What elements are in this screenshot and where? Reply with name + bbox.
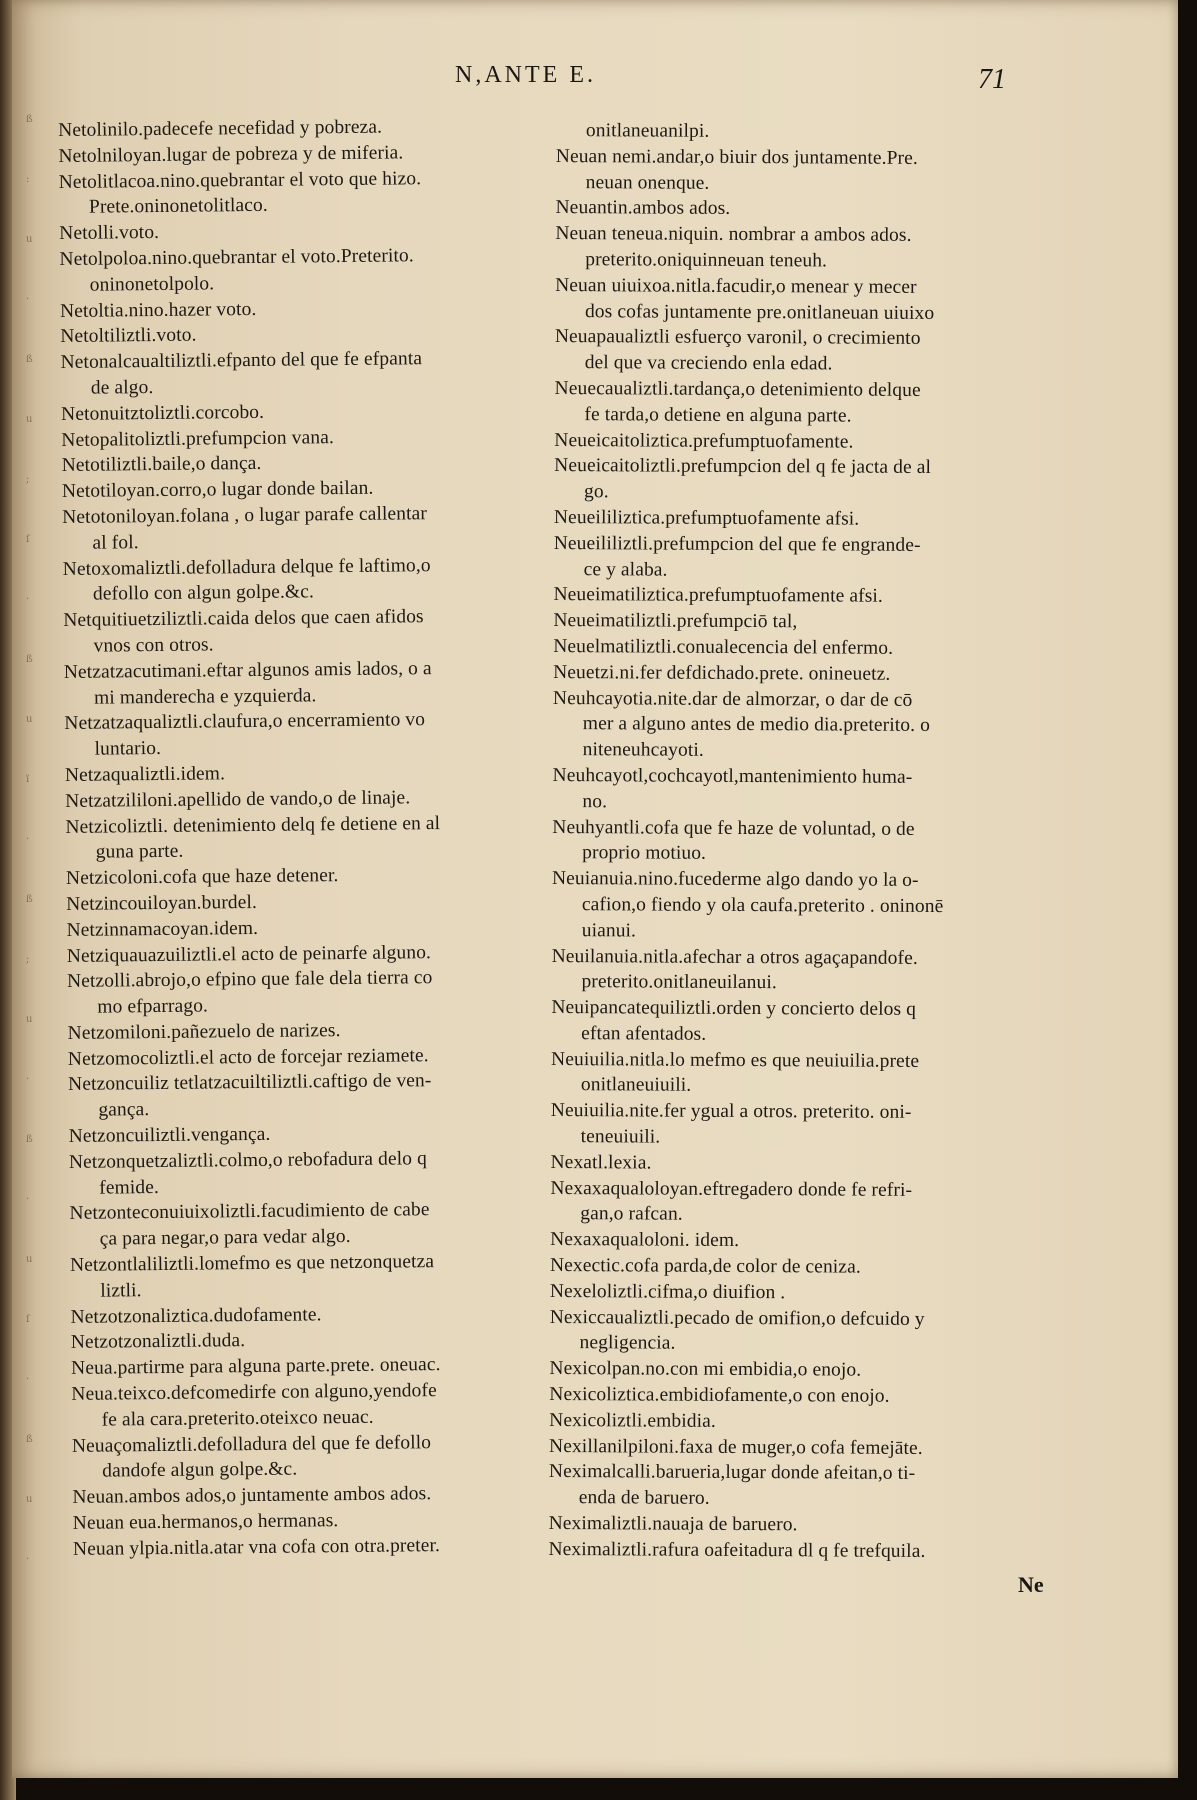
dictionary-entry-line: Neuan ylpia.nitla.atar vna cofa con otra.preter.: [72, 1534, 441, 1560]
dictionary-entry-line: Neuipancatequiliztli.orden y concierto delos q: [551, 997, 917, 1020]
dictionary-entry-line: Neuhyantli.cofa que fe haze de voluntad, o de: [552, 816, 915, 840]
dictionary-entry-line: Netzinnamacoyan.idem.: [66, 917, 259, 941]
entry-continuation-line: del que va creciendo enla edad.: [584, 352, 833, 375]
dictionary-entry-line: Nexatl.lexia.: [550, 1151, 652, 1174]
dictionary-entry-line: Netolli.voto.: [59, 222, 160, 245]
dictionary-entry-line: Neximalcalli.barueria,lugar donde afeitan,o ti-: [548, 1461, 916, 1485]
entry-continuation-line: eftan afentados.: [581, 1023, 707, 1045]
entry-continuation-line: vnos con otros.: [93, 634, 214, 657]
dictionary-entry-line: Neuan nemi.andar,o biuir dos juntamente.Pre.: [555, 145, 918, 169]
entry-continuation-line: mer a alguno antes de medio dia.preterito. o: [582, 713, 931, 737]
dictionary-entry-line: Netquitiuetziliztli.caida delos que caen afidos: [63, 606, 424, 632]
dictionary-entry-line: Netzomocoliztli.el acto de forcejar reziamete.: [67, 1044, 429, 1070]
entry-continuation-line: de algo.: [90, 376, 154, 399]
entry-continuation-line: proprio motiuo.: [582, 842, 707, 865]
dictionary-entry-line: Netzatzililoni.apellido de vando,o de linaje.: [65, 787, 411, 812]
dictionary-entry-line: Nexicoliztica.embidiofamente,o con enojo.: [549, 1384, 890, 1407]
dictionary-entry-line: Neuaçomaliztli.defolladura del que fe defollo: [71, 1431, 432, 1457]
dictionary-entry-line: Neuhcayotia.nite.dar de almorzar, o dar de cō: [552, 687, 913, 711]
dictionary-entry-line: Neuan uiuixoa.nitla.facudir,o menear y mecer: [555, 274, 917, 298]
dictionary-entry-line: Netzonquetzaliztli.colmo,o rebofadura delo q: [68, 1148, 428, 1173]
dictionary-entry-line: Neuecaualiztli.tardança,o detenimiento delque: [554, 377, 921, 401]
entry-continuation-line: niteneuhcayoti.: [582, 739, 704, 761]
right-column: [548, 118, 1056, 1565]
entry-continuation-line: preterito.oniquinneuan teneuh.: [585, 249, 828, 272]
entry-continuation-line: onitlaneuiuili.: [580, 1074, 692, 1097]
catchword: Ne: [1018, 1572, 1044, 1597]
dictionary-entry-line: Neueililiztli.prefumpcion del que fe engrande-: [553, 532, 921, 556]
entry-continuation-line: gança.: [98, 1099, 150, 1121]
dictionary-entry-line: Nexeloliztli.cifma,o diuifion .: [549, 1280, 786, 1304]
dictionary-entry-line: Neueicaitoliztica.prefumptuofamente.: [554, 429, 854, 453]
dictionary-entry-line: Nexectic.cofa parda,de color de ceniza.: [549, 1255, 861, 1278]
dictionary-entry-line: Netoltia.nino.hazer voto.: [59, 298, 257, 322]
entry-continuation-line: go.: [583, 481, 609, 503]
dictionary-entry-line: Neuianuia.nino.fucederme algo dando yo la o-: [551, 868, 919, 892]
entry-continuation-line: femide.: [99, 1176, 160, 1199]
entry-continuation-line: liztli.: [100, 1280, 142, 1302]
dictionary-entry-line: Netotiliztli.baile,o dança.: [61, 453, 262, 477]
entry-continuation-line: ce y alaba.: [583, 558, 668, 581]
dictionary-entry-line: Neuan teneua.niquin. nombrar a ambos ados.: [555, 223, 912, 247]
running-head: N,ANTE E.: [455, 62, 596, 88]
dictionary-entry-line: Neuan eua.hermanos,o hermanas.: [72, 1510, 339, 1534]
dictionary-entry-line: Netzatzacutimani.eftar algunos amis lados, o a: [63, 657, 432, 683]
entry-continuation-line: teneuiuili.: [580, 1126, 661, 1148]
entry-continuation-line: defollo con algun golpe.&c.: [92, 581, 315, 606]
dictionary-entry-line: Neua.partirme para alguna parte.prete. oneuac.: [70, 1354, 441, 1380]
entry-continuation-line: dandofe algun golpe.&c.: [102, 1459, 298, 1483]
dictionary-entry-line: Nexillanilpiloni.faxa de muger,o cofa femejāte.: [548, 1435, 923, 1459]
entry-continuation-line: fe ala cara.preterito.oteixco neuac.: [101, 1406, 374, 1431]
dictionary-entry-line: Netoxomaliztli.defolladura delque fe laftimo,o: [62, 554, 431, 580]
dictionary-entry-line: Netotoniloyan.folana , o lugar parafe callentar: [62, 503, 428, 528]
left-column: [58, 113, 563, 1563]
dictionary-entry-line: Netzolli.abrojo,o efpino que fale dela tierra co: [66, 967, 433, 993]
dictionary-entry-line: Nexaxaqualoloni. idem.: [550, 1229, 740, 1252]
dictionary-entry-line: Netotiloyan.corro,o lugar donde bailan.: [61, 477, 374, 503]
dictionary-entry-line: Neuelmatiliztli.conualecencia del enfermo.: [553, 635, 894, 659]
dictionary-entry-line: Neuapaualiztli esfuerço varonil, o crecimiento: [554, 326, 921, 350]
dictionary-entry-line: Neueicaitoliztli.prefumpcion del q fe jacta de al: [554, 455, 932, 479]
dictionary-entry-line: Neuan.ambos ados,o juntamente ambos ados.: [72, 1483, 432, 1509]
dictionary-entry-line: Netolpoloa.nino.quebrantar el voto.Preterito.: [59, 245, 414, 270]
entry-continuation-line: uianui.: [581, 919, 637, 942]
dictionary-entry-line: Netzontlaliliztli.lomefmo es que netzonquetza: [69, 1251, 435, 1276]
dictionary-entry-line: Nexicoliztli.embidia.: [549, 1409, 716, 1432]
entry-continuation-line: mo efparrago.: [97, 995, 209, 1018]
dictionary-entry-line: Neueililiztica.prefumptuofamente afsi.: [553, 506, 860, 530]
dictionary-entry-line: Neueimatiliztica.prefumptuofamente afsi.: [553, 584, 883, 608]
dictionary-entry-line: Netolitlacoa.nino.quebrantar el voto que hizo.: [58, 167, 422, 193]
dictionary-entry-line: Netziquauazuiliztli.el acto de peinarfe alguno.: [66, 941, 432, 967]
entry-continuation-line: oninonetolpolo.: [89, 273, 215, 296]
dictionary-entry-line: Netopalitoliztli.prefumpcion vana.: [61, 426, 334, 451]
dictionary-entry-line: Netoltiliztli.voto.: [60, 324, 197, 348]
dictionary-entry-line: Neuetzi.ni.fer defdichado.prete. onineuetz.: [553, 661, 891, 685]
entry-continuation-line: mi manderecha e yzquierda.: [93, 684, 317, 709]
dictionary-entry-line: Neuiuilia.nitla.lo mefmo es que neuiuilia.prete: [551, 1048, 920, 1072]
entry-continuation-line: gan,o rafcan.: [580, 1203, 683, 1226]
dictionary-entry-line: Netolniloyan.lugar de pobreza y de miferia.: [58, 142, 404, 167]
entry-continuation-line: enda de baruero.: [578, 1487, 710, 1510]
entry-continuation-line: no.: [582, 790, 608, 812]
dictionary-entry-line: Neuantin.ambos ados.: [555, 197, 731, 220]
dictionary-entry-line: Netzatzaqualiztli.claufura,o encerramiento vo: [64, 709, 426, 735]
dictionary-entry-line: Netonuitztoliztli.corcobo.: [60, 401, 265, 425]
entry-continuation-line: onitlaneuanilpi.: [585, 120, 710, 142]
dictionary-entry-line: Nexiccaualiztli.pecado de omifion,o defcuido y: [549, 1306, 925, 1330]
entry-continuation-line: negligencia.: [579, 1332, 676, 1355]
dictionary-entry-line: Nexicolpan.no.con mi embidia,o enojo.: [549, 1358, 862, 1381]
dictionary-entry-line: Neuilanuia.nitla.afechar a otros agaçapandofe.: [551, 945, 918, 969]
dictionary-entry-line: Netzoncuiliz tetlatzacuiltiliztli.caftigo de ven-: [68, 1070, 432, 1096]
dictionary-entry-line: Netzonteconuiuixoliztli.facudimiento de cabe: [69, 1199, 430, 1225]
dictionary-entry-line: Netonalcaualtiliztli.efpanto del que fe efpanta: [60, 348, 423, 374]
entry-continuation-line: dos cofas juntamente pre.onitlaneuan uiuixo: [584, 300, 935, 324]
entry-continuation-line: fe tarda,o detiene en alguna parte.: [584, 403, 852, 427]
dictionary-entry-line: Neximaliztli.rafura oafeitadura dl q fe trefquila.: [548, 1538, 926, 1562]
dictionary-entry-line: Neuiuilia.nite.fer ygual a otros. preterito. oni-: [550, 1100, 912, 1124]
dictionary-entry-line: Neueimatiliztli.prefumpciō tal,: [553, 610, 798, 633]
dictionary-entry-line: Neua.teixco.defcomedirfe con alguno,yendofe: [71, 1380, 437, 1405]
gutter-show-through: ß : u · ß u ; ſ · ß u ï · ß ; u · ß · u ſ · ß u ·: [26, 114, 33, 1565]
page-number: 71: [978, 64, 1006, 95]
dictionary-entry-line: Nexaxaqualoloyan.eftregadero donde fe refri-: [550, 1177, 913, 1201]
entry-continuation-line: luntario.: [94, 738, 162, 760]
entry-continuation-line: guna parte.: [95, 841, 184, 863]
entry-continuation-line: cafion,o fiendo y ola caufa.preterito . oninonē: [581, 894, 944, 917]
dictionary-entry-line: Netolinilo.padecefe necefidad y pobreza.: [58, 116, 383, 141]
dictionary-entry-line: Netzomiloni.pañezuelo de narizes.: [67, 1019, 341, 1044]
dictionary-entry-line: Netzicoliztli. detenimiento delq fe detiene en al: [65, 812, 441, 838]
entry-continuation-line: preterito.onitlaneuilanui.: [581, 971, 777, 994]
entry-continuation-line: neuan onenque.: [585, 171, 710, 194]
dictionary-entry-line: Neximaliztli.nauaja de baruero.: [548, 1513, 798, 1536]
dictionary-entry-line: Netzicoloni.cofa que haze detener.: [65, 865, 339, 890]
entry-continuation-line: Prete.oninonetolitlaco.: [88, 195, 268, 219]
entry-continuation-line: al fol.: [92, 531, 139, 554]
entry-continuation-line: ça para negar,o para vedar algo.: [99, 1226, 351, 1250]
dictionary-entry-line: Netzoncuiliztli.vengança.: [68, 1123, 271, 1148]
dictionary-entry-line: Netzotzonaliztica.dudofamente.: [70, 1303, 322, 1328]
dictionary-entry-line: Netzotzonaliztli.duda.: [70, 1330, 246, 1354]
dictionary-entry-line: Netzincouiloyan.burdel.: [66, 891, 258, 915]
dictionary-entry-line: Neuhcayotl,cochcayotl,mantenimiento huma-: [552, 764, 913, 788]
dictionary-entry-line: Netzaqualiztli.idem.: [64, 763, 226, 786]
